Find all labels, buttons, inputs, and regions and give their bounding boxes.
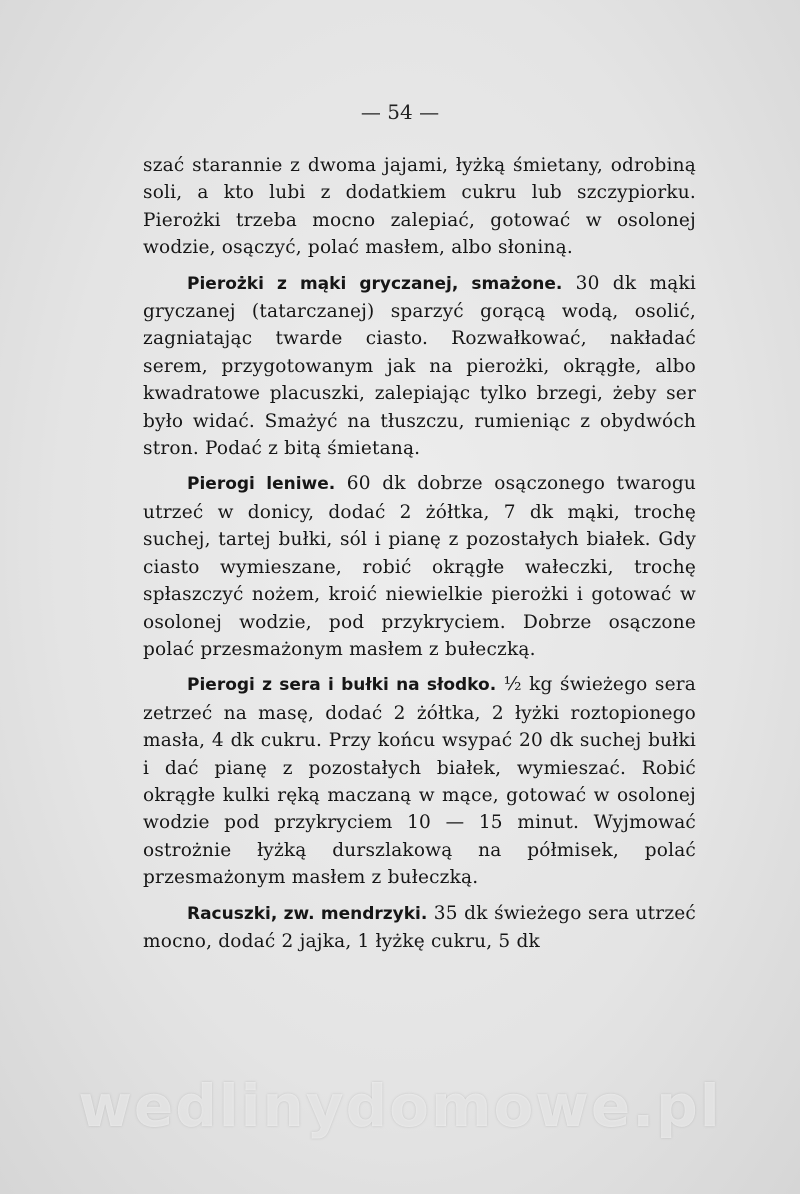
- recipe-paragraph-buckwheat-pierozki: [143, 270, 696, 463]
- intro-paragraph: szać starannie z dwoma jajami, łyżką śmietany, odrobiną soli, a kto lubi z dodatkiem cukru lub szczypiorku. Pierożki trzeba mocno zalepiać, gotować w osolonej wodzie, osączyć, polać masłem, albo słoniną.: [143, 155, 696, 259]
- watermark: wedlinydomowe.pl: [78, 1072, 722, 1140]
- recipe-title: Pierogi leniwe.: [187, 474, 336, 495]
- recipe-title: Pierogi z sera i bułki na słodko.: [187, 675, 497, 696]
- recipe-title: Pierożki z mąki gryczanej, smażone.: [187, 273, 563, 294]
- recipe-paragraph-lazy-pierogi: [143, 470, 696, 663]
- recipe-body: 35 dk świeżego sera utrzeć mocno, dodać 2 jajka, 1 łyżkę cukru, 5 dk: [143, 902, 696, 952]
- recipe-body: 60 dk dobrze osączonego twarogu utrzeć w donicy, dodać 2 żółtka, 7 dk mąki, trochę suchej, tartej bułki, sól i pianę z pozostałych białek. Gdy ciasto wymieszane, robić okrągłe wałeczki, trochę spłaszczyć nożem, kroić niewielkie pierożki i gotować w osolonej wodzie, pod przykryciem. Dobrze osączone polać przesmażonym masłem z bułeczką.: [143, 473, 696, 660]
- recipe-paragraph-racuszki: [143, 900, 696, 956]
- page-number: — 54 —: [360, 100, 440, 124]
- recipe-paragraph-sweet-cheese-pierogi: [143, 671, 696, 891]
- recipe-title: Racuszki, zw. mendrzyki.: [187, 903, 428, 924]
- recipe-body: ½ kg świeżego sera zetrzeć na masę, dodać 2 żółtka, 2 łyżki roztopionego masła, 4 dk cukru. Przy końcu wsypać 20 dk suchej bułki i dać pianę z pozostałych białek, wymieszać. Robić okrągłe kulki ręką maczaną w mące, gotować w osolonej wodzie pod przykryciem 10 — 15 minut. Wyjmować ostrożnie łyżką durszlakową na półmisek, polać przesmażonym masłem z bułeczką.: [143, 674, 696, 889]
- recipe-text-block: [143, 152, 696, 955]
- recipe-body: 30 dk mąki gryczanej (tatarczanej) sparzyć gorącą wodą, osolić, zagniatając twarde ciasto. Rozwałkować, nakładać serem, przygotowanym jak na pierożki, okrągłe, albo kwadratowe placuszki, zalepiając tylko brzegi, żeby ser było widać. Smażyć na tłuszczu, rumieniąc z obydwóch stron. Podać z bitą śmietaną.: [143, 272, 696, 460]
